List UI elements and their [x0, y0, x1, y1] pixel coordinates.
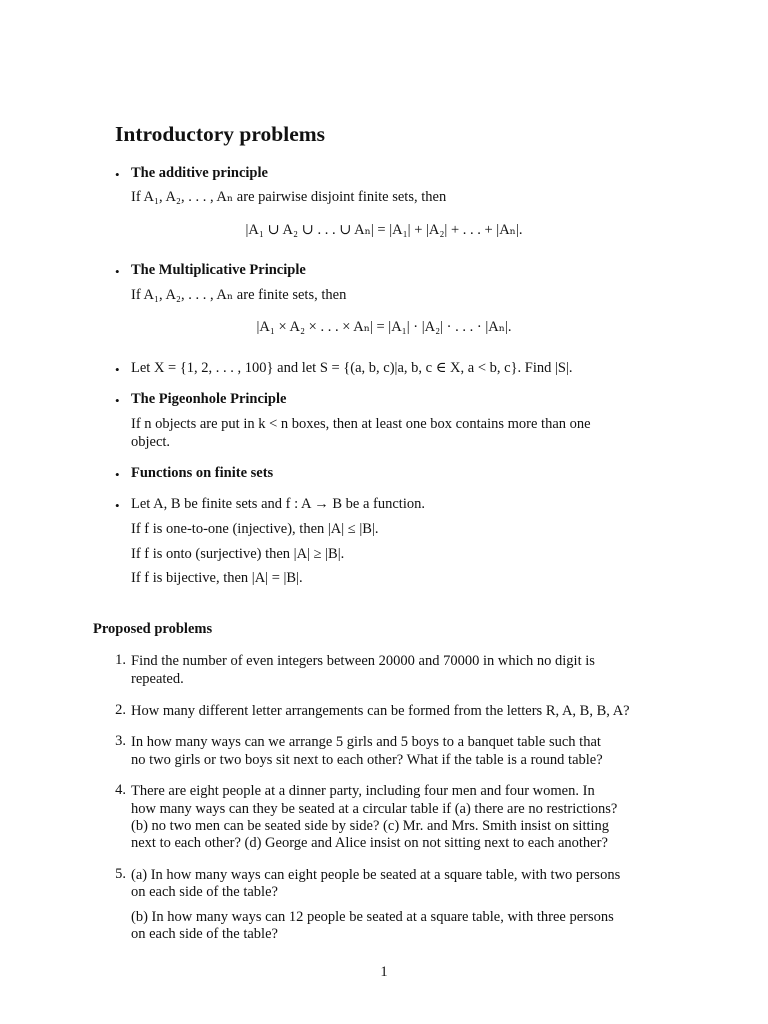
bullet: •	[115, 167, 120, 182]
functions-heading: Functions on finite sets	[131, 465, 274, 481]
problem-3-line-1: In how many ways can we arrange 5 girls and 5 boys to a banquet table such that	[131, 734, 601, 750]
func-line-4: If f is bijective, then |A| = |B|.	[131, 570, 303, 586]
pigeon-text-2: object.	[131, 434, 171, 450]
func-line-1: Let A, B be finite sets and f : A → B be a function.	[131, 496, 425, 512]
problem-5b-line-2: on each side of the table?	[131, 926, 278, 942]
additive-equation: |A₁ ∪ A₂ ∪ . . . ∪ Aₙ| = |A₁| + |A₂| + . . . + |Aₙ|.	[245, 222, 523, 238]
mult-text: If A₁, A₂, . . . , Aₙ are finite sets, then	[131, 287, 347, 303]
problem-number: 2.	[115, 702, 126, 718]
func-line-3: If f is onto (surjective) then |A| ≥ |B|.	[131, 546, 345, 562]
bullet: •	[115, 467, 120, 482]
additive-text: If A₁, A₂, . . . , Aₙ are pairwise disjoint finite sets, then	[131, 189, 447, 205]
problem-number: 3.	[115, 733, 126, 749]
problem-number: 5.	[115, 866, 126, 882]
problem-5a-line-2: on each side of the table?	[131, 884, 278, 900]
bullet: •	[115, 264, 120, 279]
problem-4-line-2: how many ways can they be seated at a circular table if (a) there are no restrictions?	[131, 801, 618, 817]
problem-2-line-1: How many different letter arrangements can be formed from the letters R, A, B, B, A?	[131, 703, 630, 719]
problem-4-line-4: next to each other? (d) George and Alice insist on not sitting next to each another?	[131, 835, 608, 851]
additive-heading: The additive principle	[131, 165, 268, 181]
bullet: •	[115, 498, 120, 513]
bullet: •	[115, 393, 120, 408]
problem-4-line-1: There are eight people at a dinner party, including four men and four women. In	[131, 783, 595, 799]
page-number: 1	[380, 964, 388, 980]
bullet: •	[115, 362, 120, 377]
problem-1-line-2: repeated.	[131, 671, 184, 687]
page-title: Introductory problems	[115, 122, 326, 146]
problem-5b-line-1: (b) In how many ways can 12 people be seated at a square table, with three persons	[131, 909, 614, 925]
problem-3-line-2: no two girls or two boys sit next to each other? What if the table is a round table?	[131, 752, 603, 768]
problem-number: 4.	[115, 782, 126, 798]
let-x-text: Let X = {1, 2, . . . , 100} and let S = {(a, b, c)|a, b, c ∈ X, a < b, c}. Find |S|.	[131, 360, 573, 376]
pigeon-text-1: If n objects are put in k < n boxes, then at least one box contains more than one	[131, 416, 591, 432]
problem-5a-line-1: (a) In how many ways can eight people be seated at a square table, with two persons	[131, 867, 621, 883]
problem-1-line-1: Find the number of even integers between 20000 and 70000 in which no digit is	[131, 653, 595, 669]
mult-equation: |A₁ × A₂ × . . . × Aₙ| = |A₁| · |A₂| · . . . · |Aₙ|.	[256, 319, 512, 335]
pigeon-heading: The Pigeonhole Principle	[131, 391, 287, 407]
proposed-heading: Proposed problems	[93, 621, 213, 637]
problem-number: 1.	[115, 652, 126, 668]
func-line-2: If f is one-to-one (injective), then |A| ≤ |B|.	[131, 521, 379, 537]
mult-heading: The Multiplicative Principle	[131, 262, 306, 278]
problem-4-line-3: (b) no two men can be seated side by side? (c) Mr. and Mrs. Smith insist on sitting	[131, 818, 610, 834]
